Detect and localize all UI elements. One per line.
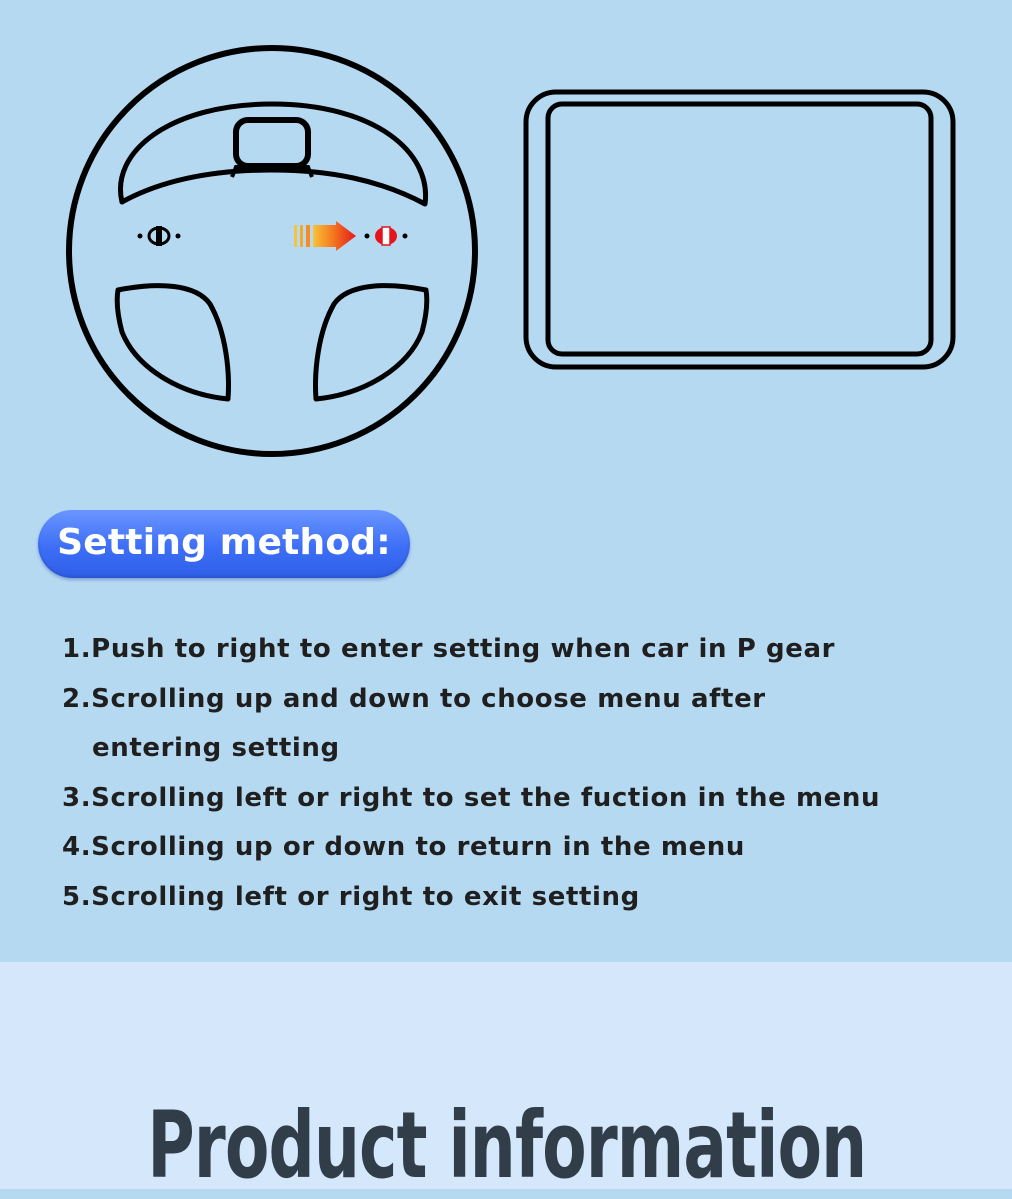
step-3: 3.Scrolling left or right to set the fuction in the menu xyxy=(62,782,881,813)
setting-method-title: Setting method: xyxy=(57,522,391,563)
product-information-heading: Product information xyxy=(147,1092,867,1199)
steering-wheel-icon xyxy=(60,42,490,472)
step-5: 5.Scrolling left or right to exit setting xyxy=(62,881,640,912)
setting-method-badge xyxy=(38,510,410,578)
step-4: 4.Scrolling up or down to return in the menu xyxy=(62,832,746,862)
push-right-arrow-icon xyxy=(294,221,356,251)
step-1: 1.Push to right to enter setting when car in P gear xyxy=(62,634,836,664)
setting-steps-list xyxy=(62,625,880,922)
display-screen-icon xyxy=(520,86,960,376)
left-control-button-icon xyxy=(138,226,181,246)
right-control-button-icon xyxy=(365,227,408,245)
step-2-continued: entering setting xyxy=(92,733,340,763)
step-2: 2.Scrolling up and down to choose menu after xyxy=(62,683,766,714)
